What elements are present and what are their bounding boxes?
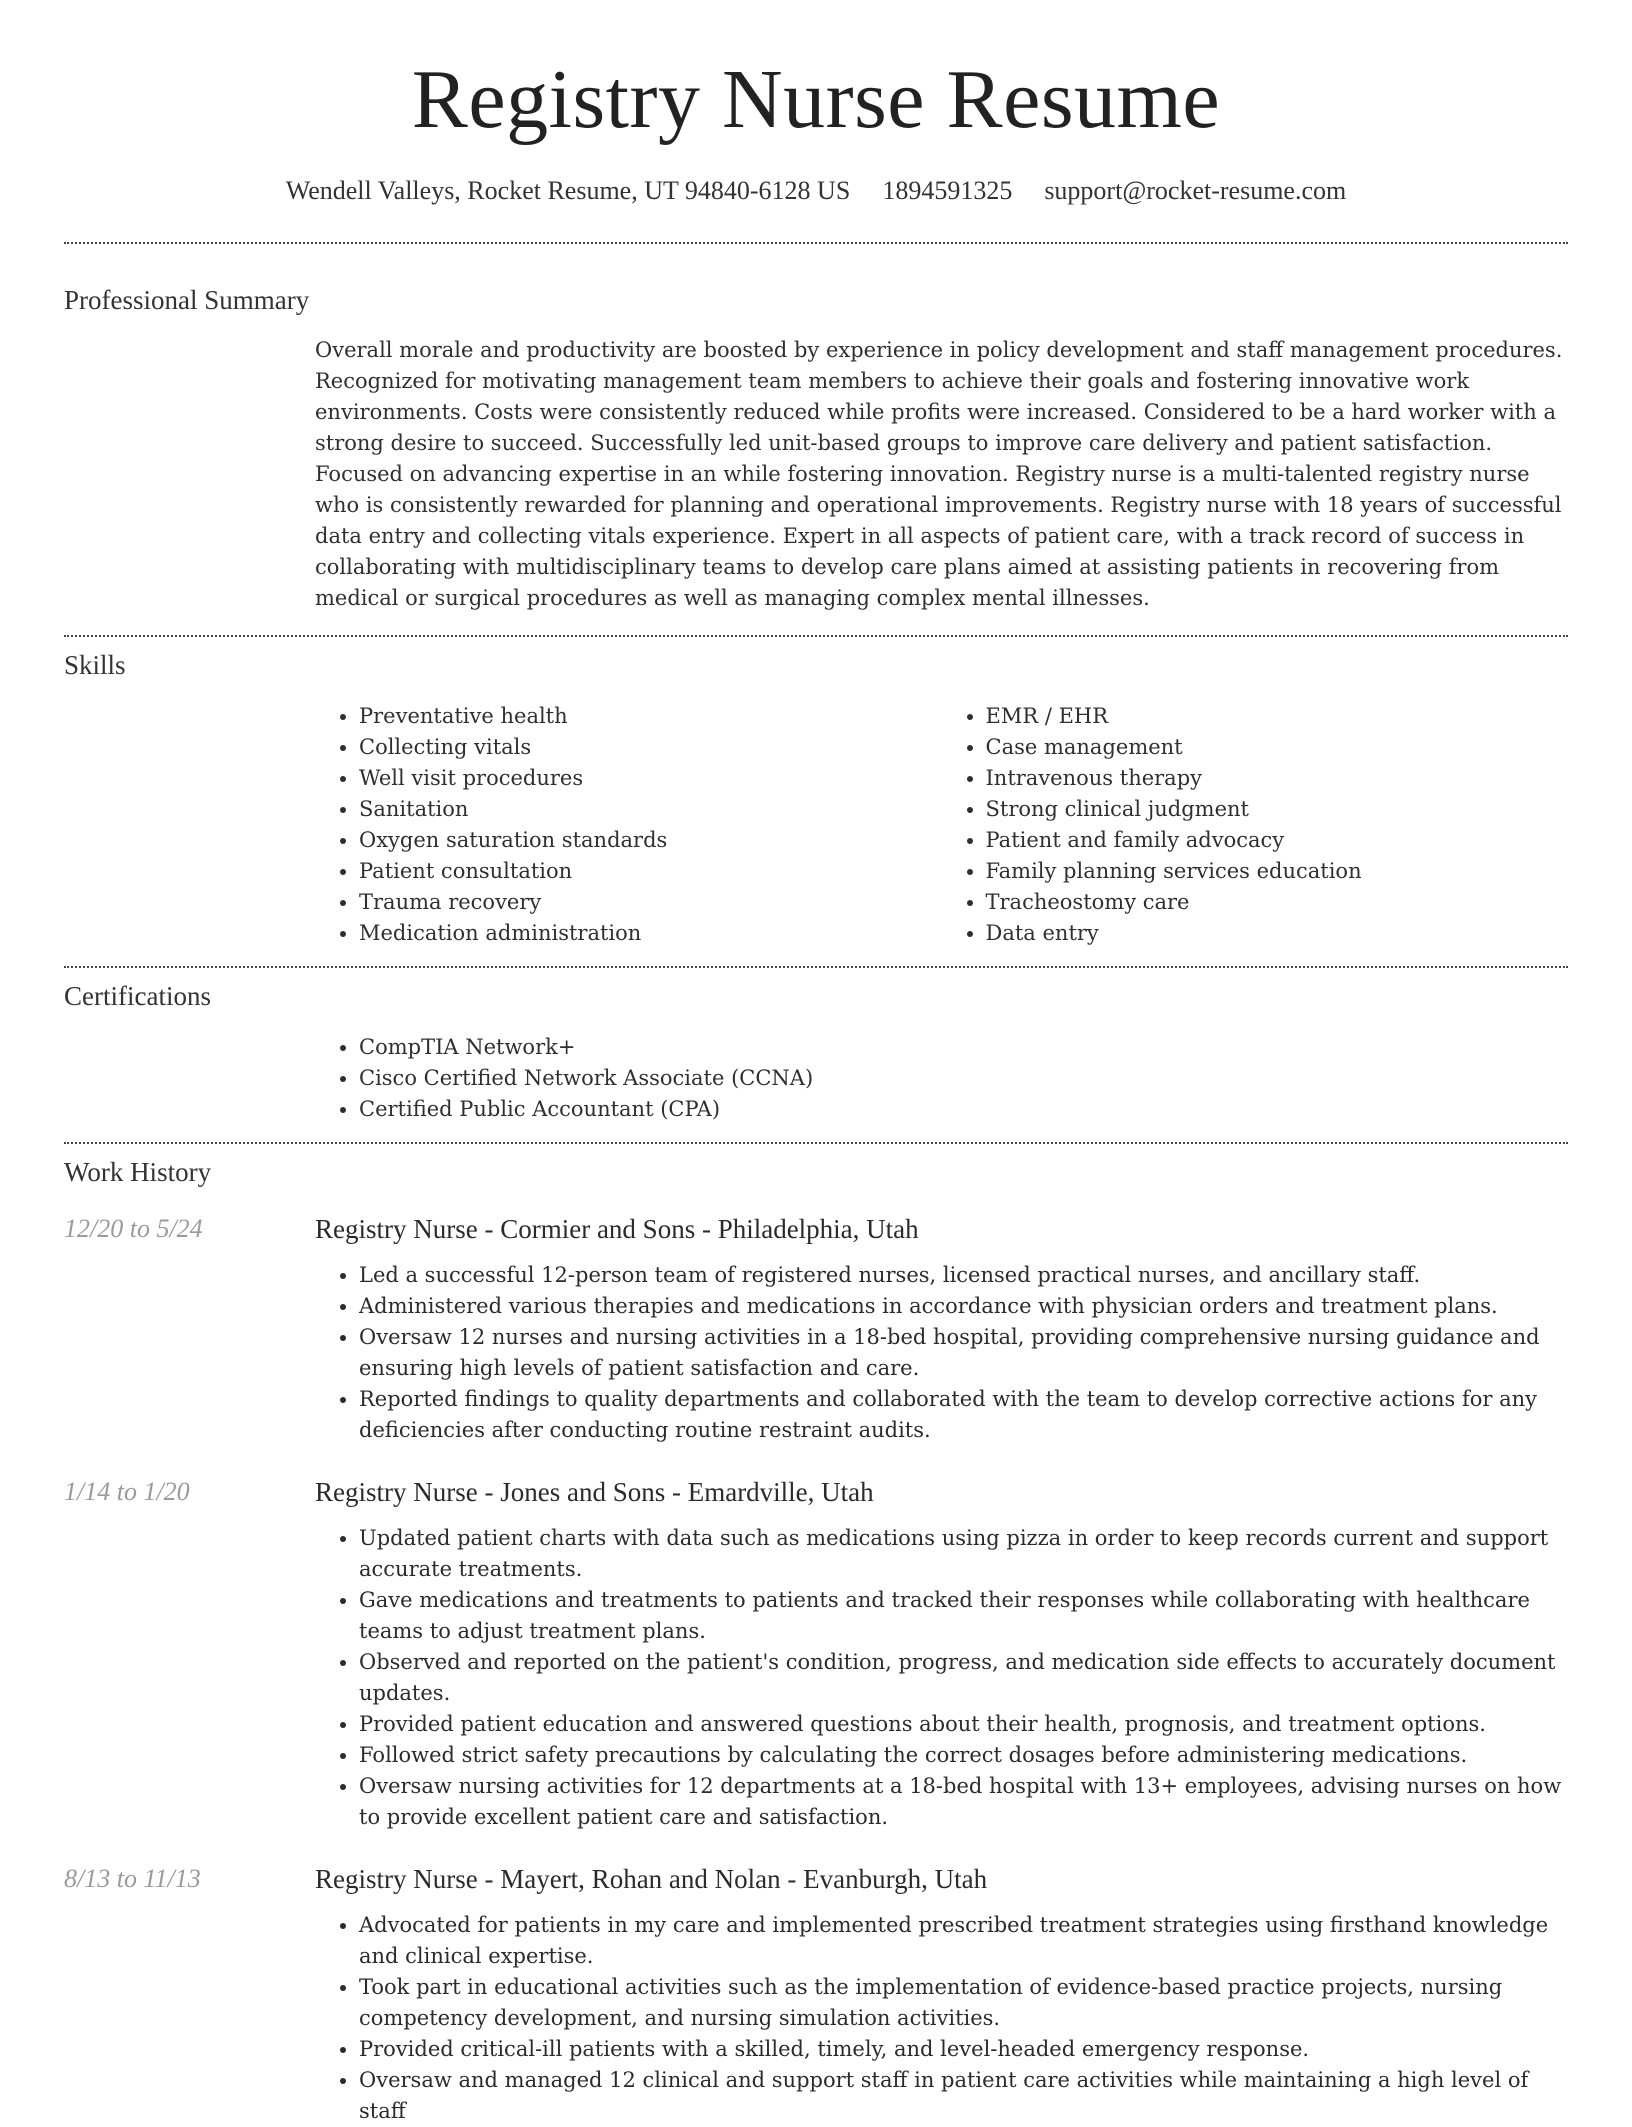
job-bullets xyxy=(315,1523,1568,1833)
skill-item: • Trauma recovery xyxy=(359,887,942,918)
section-title-work-history: Work History xyxy=(64,1157,212,1187)
job-bullets xyxy=(315,1910,1568,2127)
certification-item: • CompTIA Network+ xyxy=(359,1032,1568,1063)
job-bullet: • Oversaw and managed 12 clinical and support staff in patient care activities while maintaining a high level of staff xyxy=(359,2065,1568,2127)
job-bullet: • Led a successful 12-person team of registered nurses, licensed practical nurses, and ancillary staff. xyxy=(359,1260,1568,1291)
job-details xyxy=(315,1862,1568,2127)
summary-body xyxy=(315,335,1568,614)
job-dates: 1/14 to 1/20 xyxy=(64,1477,190,1506)
job-title: Registry Nurse - Jones and Sons - Emardville, Utah xyxy=(315,1477,874,1507)
skill-item: • Patient consultation xyxy=(359,856,942,887)
certification-item: • Cisco Certified Network Associate (CCNA) xyxy=(359,1063,1568,1094)
certification-item: • Certified Public Accountant (CPA) xyxy=(359,1094,1568,1125)
divider xyxy=(64,1142,1568,1144)
job-details xyxy=(315,1212,1568,1446)
section-title-skills: Skills xyxy=(64,650,126,680)
skill-item: • Oxygen saturation standards xyxy=(359,825,942,856)
skill-item: • Case management xyxy=(986,732,1569,763)
skill-item: • Medication administration xyxy=(359,918,942,949)
job-entry xyxy=(64,1475,1568,1833)
skill-item: • Sanitation xyxy=(359,794,942,825)
job-title: Registry Nurse - Cormier and Sons - Philadelphia, Utah xyxy=(315,1214,919,1244)
section-title-summary: Professional Summary xyxy=(64,285,310,315)
contact-email: support@rocket-resume.com xyxy=(1044,176,1347,205)
skills-list-left xyxy=(315,701,942,949)
divider xyxy=(64,635,1568,637)
job-bullet: • Updated patient charts with data such as medications using pizza in order to keep records current and support accurate treatments. xyxy=(359,1523,1568,1585)
resume-title: Registry Nurse Resume xyxy=(411,53,1221,146)
skills-list-right xyxy=(942,701,1569,949)
skill-item: • Preventative health xyxy=(359,701,942,732)
job-bullet: • Oversaw nursing activities for 12 departments at a 18-bed hospital with 13+ employees, advising nurses on how to provide excellent patient care and satisfaction. xyxy=(359,1771,1568,1833)
certifications-list xyxy=(315,1032,1568,1125)
summary-text: Overall morale and productivity are boosted by experience in policy development and staff management procedures. Recognized for motivating management team members to achieve their goals and fostering innovative work environments. Costs were consistently reduced while profits were increased. Considered to be a hard worker with a strong desire to succeed. Successfully led unit-based groups to improve care delivery and patient satisfaction. Focused on advancing expertise in an while fostering innovation. Registry nurse is a multi-talented registry nurse who is consistently rewarded for planning and operational improvements. Registry nurse with 18 years of successful data entry and collecting vitals experience. Expert in all aspects of patient care, with a track record of success in collaborating with multidisciplinary teams to develop care plans aimed at assisting patients in recovering from medical or surgical procedures as well as managing complex mental illnesses. xyxy=(315,338,1563,610)
job-bullet: • Followed strict safety precautions by calculating the correct dosages before administering medications. xyxy=(359,1740,1568,1771)
job-entry xyxy=(64,1212,1568,1446)
job-bullets xyxy=(315,1260,1568,1446)
resume-page xyxy=(64,0,1568,2127)
skill-item: • Patient and family advocacy xyxy=(986,825,1569,856)
contact-phone: 1894591325 xyxy=(882,176,1013,205)
contact-address: Wendell Valleys, Rocket Resume, UT 94840-6128 US xyxy=(285,176,851,205)
skill-item: • Collecting vitals xyxy=(359,732,942,763)
skills-grid xyxy=(315,701,1568,949)
job-entry xyxy=(64,1862,1568,2127)
job-bullet: • Advocated for patients in my care and implemented prescribed treatment strategies using firsthand knowledge and clinical expertise. xyxy=(359,1910,1568,1972)
divider xyxy=(64,242,1568,244)
job-title: Registry Nurse - Mayert, Rohan and Nolan - Evanburgh, Utah xyxy=(315,1864,988,1894)
skill-item: • EMR / EHR xyxy=(986,701,1569,732)
skill-item: • Family planning services education xyxy=(986,856,1569,887)
skill-item: • Intravenous therapy xyxy=(986,763,1569,794)
job-dates: 12/20 to 5/24 xyxy=(64,1214,203,1243)
job-bullet: • Oversaw 12 nurses and nursing activities in a 18-bed hospital, providing comprehensive nursing guidance and ensuring high levels of patient satisfaction and care. xyxy=(359,1322,1568,1384)
job-bullet: • Provided patient education and answered questions about their health, prognosis, and treatment options. xyxy=(359,1709,1568,1740)
job-bullet: • Gave medications and treatments to patients and tracked their responses while collaborating with healthcare teams to adjust treatment plans. xyxy=(359,1585,1568,1647)
skill-item: • Well visit procedures xyxy=(359,763,942,794)
section-title-certifications: Certifications xyxy=(64,981,211,1011)
job-bullet: • Observed and reported on the patient's condition, progress, and medication side effects to accurately document updates. xyxy=(359,1647,1568,1709)
job-dates: 8/13 to 11/13 xyxy=(64,1864,201,1893)
job-bullet: • Reported findings to quality departments and collaborated with the team to develop corrective actions for any deficiencies after conducting routine restraint audits. xyxy=(359,1384,1568,1446)
job-details xyxy=(315,1475,1568,1833)
skill-item: • Strong clinical judgment xyxy=(986,794,1569,825)
job-bullet: • Took part in educational activities such as the implementation of evidence-based practice projects, nursing competency development, and nursing simulation activities. xyxy=(359,1972,1568,2034)
divider xyxy=(64,966,1568,968)
skill-item: • Data entry xyxy=(986,918,1569,949)
skill-item: • Tracheostomy care xyxy=(986,887,1569,918)
job-bullet: • Provided critical-ill patients with a skilled, timely, and level-headed emergency response. xyxy=(359,2034,1568,2065)
job-bullet: • Administered various therapies and medications in accordance with physician orders and treatment plans. xyxy=(359,1291,1568,1322)
contact-line xyxy=(64,174,1568,208)
certifications-body xyxy=(315,1032,1568,1125)
